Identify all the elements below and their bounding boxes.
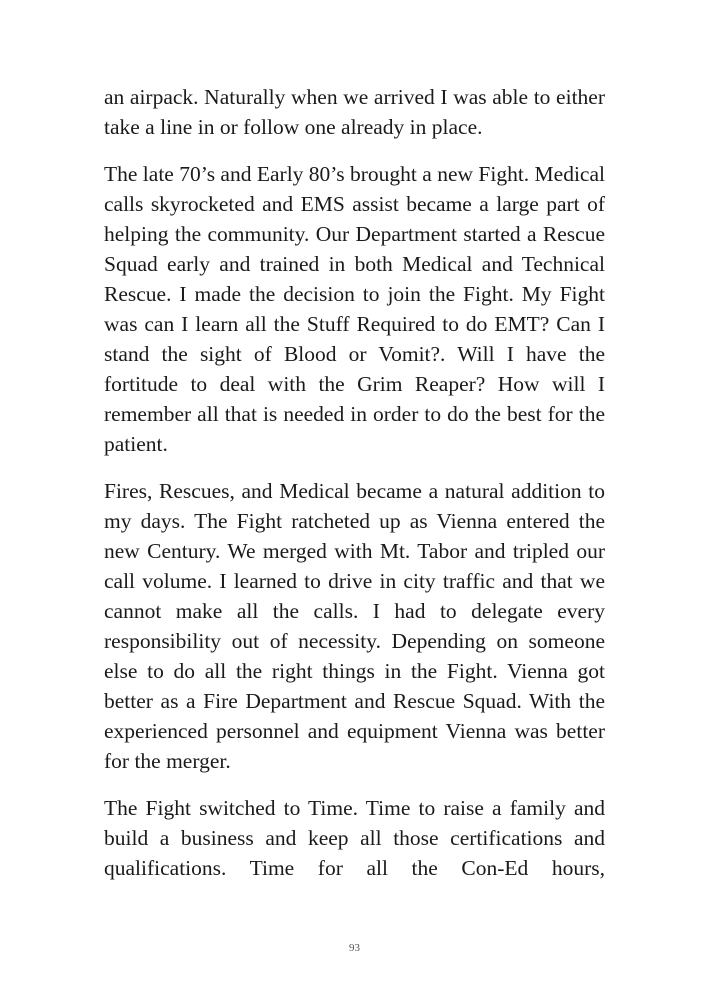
body-text [104,82,605,900]
page-number: 93 [349,942,360,954]
paragraph-3: Fires, Rescues, and Medical became a natural addition to my days. The Fight ratcheted up as Vienna entered the new Century. We merged with Mt. Tabor and tripled our call volume. I learned to drive in city traffic and that we cannot make all the calls. I had to delegate every responsibility out of necessity. Depending on someone else to do all the right things in the Fight. Vienna got better as a Fire Department and Rescue Squad. With the experienced personnel and equipment Vienna was better for the merger. [104,479,605,773]
paragraph-4: The Fight switched to Time. Time to raise a family and build a business and keep all those certifications and qualifications. Time for all the Con-Ed hours, [104,796,605,880]
paragraph-1: an airpack. Naturally when we arrived I was able to either take a line in or follow one already in place. [104,85,605,139]
paragraph-2: The late 70’s and Early 80’s brought a new Fight. Medical calls skyrocketed and EMS assist became a large part of helping the community. Our Department started a Rescue Squad early and trained in both Medical and Technical Rescue. I made the decision to join the Fight. My Fight was can I learn all the Stuff Required to do EMT? Can I stand the sight of Blood or Vomit?. Will I have the fortitude to deal with the Grim Reaper? How will I remember all that is needed in order to do the best for the patient. [104,162,605,456]
